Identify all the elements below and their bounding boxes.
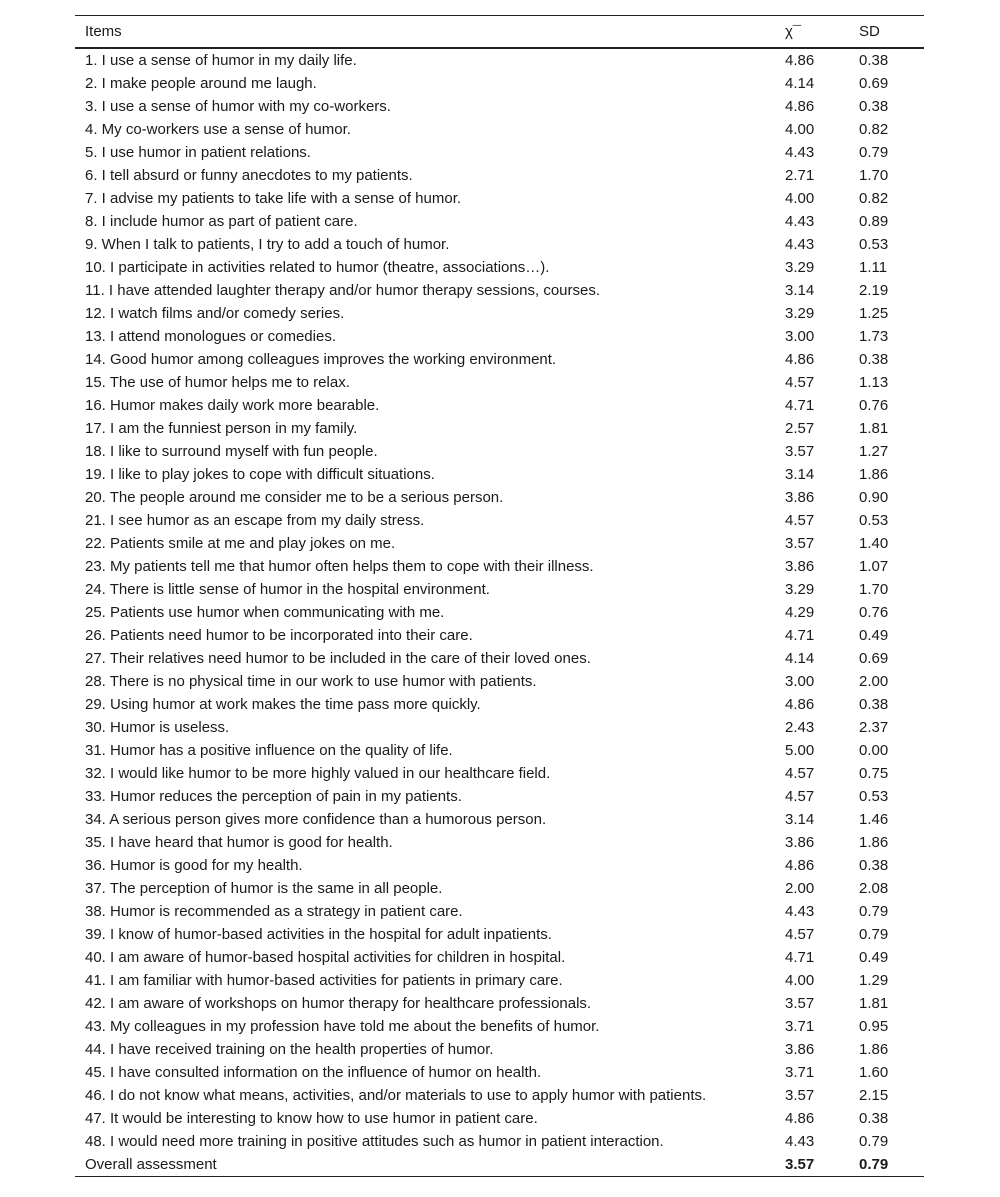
item-cell: 24. There is little sense of humor in the hospital environment. [85,581,490,598]
table-row [75,233,924,256]
sd-cell: 0.49 [859,627,889,644]
table-row [75,601,924,624]
sd-cell: 1.70 [859,167,889,184]
sd-cell: 2.19 [859,282,889,299]
overall-sd: 0.79 [859,1156,889,1173]
sd-cell: 0.53 [859,512,889,529]
mean-cell: 3.57 [785,1087,815,1104]
mean-cell: 4.86 [785,1110,815,1127]
table-row [75,716,924,739]
item-cell: 42. I am aware of workshops on humor therapy for healthcare professionals. [85,995,592,1012]
items-column-header: Items [85,23,122,40]
table-row [75,1084,924,1107]
mean-cell: 4.57 [785,926,815,943]
table-row [75,854,924,877]
mean-cell: 4.86 [785,52,815,69]
sd-cell: 0.38 [859,696,889,713]
sd-cell: 1.29 [859,972,889,989]
item-cell: 11. I have attended laughter therapy and/or humor therapy sessions, courses. [85,282,601,299]
sd-cell: 1.27 [859,443,889,460]
table-row [75,831,924,854]
item-cell: 41. I am familiar with humor-based activities for patients in primary care. [85,972,563,989]
item-cell: 9. When I talk to patients, I try to add a touch of humor. [85,236,450,253]
table-row [75,325,924,348]
table-row [75,509,924,532]
mean-cell: 3.57 [785,995,815,1012]
mean-cell: 4.86 [785,696,815,713]
table-row [75,394,924,417]
item-cell: 47. It would be interesting to know how to use humor in patient care. [85,1110,538,1127]
item-cell: 26. Patients need humor to be incorporated into their care. [85,627,473,644]
sd-cell: 0.76 [859,604,889,621]
item-cell: 27. Their relatives need humor to be included in the care of their loved ones. [85,650,591,667]
sd-cell: 1.60 [859,1064,889,1081]
item-cell: 34. A serious person gives more confidence than a humorous person. [85,811,547,828]
sd-cell: 0.82 [859,121,889,138]
item-cell: 1. I use a sense of humor in my daily life. [85,52,357,69]
mean-cell: 2.00 [785,880,815,897]
item-cell: 28. There is no physical time in our work to use humor with patients. [85,673,537,690]
table-row [75,164,924,187]
mean-cell: 2.71 [785,167,815,184]
item-cell: 23. My patients tell me that humor often helps them to cope with their illness. [85,558,594,575]
mean-cell: 2.43 [785,719,815,736]
mean-cell: 5.00 [785,742,815,759]
overall-assessment-row [75,1153,924,1177]
table-row [75,210,924,233]
mean-cell: 4.14 [785,75,815,92]
table-row [75,923,924,946]
sd-cell: 2.15 [859,1087,889,1104]
item-cell: 15. The use of humor helps me to relax. [85,374,350,391]
sd-cell: 1.25 [859,305,889,322]
sd-cell: 1.07 [859,558,889,575]
mean-cell: 4.86 [785,351,815,368]
sd-cell: 2.08 [859,880,889,897]
table-row [75,417,924,440]
item-cell: 13. I attend monologues or comedies. [85,328,336,345]
sd-cell: 1.73 [859,328,889,345]
sd-cell: 0.79 [859,926,889,943]
mean-cell: 3.57 [785,535,815,552]
item-cell: 6. I tell absurd or funny anecdotes to my patients. [85,167,413,184]
item-cell: 48. I would need more training in positive attitudes such as humor in patient interaction. [85,1133,664,1150]
mean-cell: 3.29 [785,305,815,322]
table-row [75,647,924,670]
item-cell: 5. I use humor in patient relations. [85,144,311,161]
item-cell: 46. I do not know what means, activities, and/or materials to use to apply humor with patients. [85,1087,707,1104]
table-row [75,486,924,509]
mean-cell: 3.71 [785,1018,815,1035]
item-cell: 30. Humor is useless. [85,719,230,736]
mean-cell: 3.14 [785,466,815,483]
mean-cell: 4.71 [785,397,815,414]
mean-cell: 4.57 [785,788,815,805]
sd-cell: 1.86 [859,1041,889,1058]
table-row [75,72,924,95]
sd-cell: 0.69 [859,75,889,92]
item-cell: 16. Humor makes daily work more bearable. [85,397,380,414]
item-cell: 39. I know of humor-based activities in the hospital for adult inpatients. [85,926,552,943]
overall-label: Overall assessment [85,1156,217,1173]
overall-mean: 3.57 [785,1156,815,1173]
item-cell: 8. I include humor as part of patient care. [85,213,358,230]
item-cell: 37. The perception of humor is the same in all people. [85,880,443,897]
sd-cell: 0.69 [859,650,889,667]
mean-cell: 4.57 [785,512,815,529]
humor-items-table [75,15,924,1177]
mean-cell: 4.57 [785,765,815,782]
sd-cell: 1.86 [859,834,889,851]
mean-cell: 4.86 [785,857,815,874]
sd-cell: 0.38 [859,52,889,69]
mean-column-header: χ¯ [785,23,802,40]
table-row [75,578,924,601]
table-row [75,808,924,831]
sd-cell: 0.49 [859,949,889,966]
sd-cell: 1.13 [859,374,889,391]
item-cell: 19. I like to play jokes to cope with difficult situations. [85,466,435,483]
item-cell: 4. My co-workers use a sense of humor. [85,121,351,138]
mean-cell: 3.71 [785,1064,815,1081]
table-row [75,1038,924,1061]
sd-cell: 0.89 [859,213,889,230]
table-row [75,302,924,325]
mean-cell: 4.43 [785,144,815,161]
sd-cell: 0.79 [859,903,889,920]
sd-cell: 0.38 [859,98,889,115]
item-cell: 21. I see humor as an escape from my daily stress. [85,512,425,529]
table-row [75,48,924,72]
item-cell: 45. I have consulted information on the influence of humor on health. [85,1064,542,1081]
table-header-row [75,16,924,49]
table-row [75,371,924,394]
sd-cell: 0.79 [859,1133,889,1150]
mean-cell: 3.14 [785,811,815,828]
item-cell: 2. I make people around me laugh. [85,75,317,92]
table-row [75,1061,924,1084]
item-cell: 20. The people around me consider me to be a serious person. [85,489,504,506]
sd-cell: 1.70 [859,581,889,598]
table-row [75,95,924,118]
sd-cell: 0.38 [859,1110,889,1127]
mean-cell: 4.57 [785,374,815,391]
item-cell: 31. Humor has a positive influence on the quality of life. [85,742,453,759]
table-row [75,900,924,923]
table-row [75,670,924,693]
table-row [75,555,924,578]
mean-cell: 4.29 [785,604,815,621]
table-row [75,946,924,969]
table-row [75,118,924,141]
mean-cell: 4.43 [785,213,815,230]
table-row [75,279,924,302]
table-row [75,785,924,808]
sd-cell: 0.53 [859,788,889,805]
mean-cell: 3.00 [785,328,815,345]
mean-cell: 3.29 [785,259,815,276]
mean-cell: 4.14 [785,650,815,667]
mean-cell: 2.57 [785,420,815,437]
sd-cell: 1.81 [859,995,889,1012]
sd-cell: 1.11 [859,259,888,276]
item-cell: 10. I participate in activities related to humor (theatre, associations…). [85,259,550,276]
table-row [75,693,924,716]
item-cell: 44. I have received training on the health properties of humor. [85,1041,494,1058]
table-row [75,1107,924,1130]
table-row [75,256,924,279]
sd-cell: 1.86 [859,466,889,483]
mean-cell: 4.00 [785,190,815,207]
mean-cell: 3.86 [785,1041,815,1058]
item-cell: 40. I am aware of humor-based hospital activities for children in hospital. [85,949,566,966]
sd-cell: 0.38 [859,351,889,368]
sd-column-header: SD [859,23,880,40]
mean-cell: 4.71 [785,627,815,644]
mean-cell: 3.00 [785,673,815,690]
sd-cell: 0.75 [859,765,889,782]
table-row [75,762,924,785]
table-row [75,992,924,1015]
mean-cell: 3.86 [785,834,815,851]
table-row [75,1130,924,1153]
mean-cell: 4.00 [785,121,815,138]
item-cell: 14. Good humor among colleagues improves the working environment. [85,351,557,368]
item-cell: 36. Humor is good for my health. [85,857,303,874]
item-cell: 25. Patients use humor when communicating with me. [85,604,445,621]
item-cell: 22. Patients smile at me and play jokes on me. [85,535,396,552]
item-cell: 18. I like to surround myself with fun people. [85,443,378,460]
sd-cell: 0.90 [859,489,889,506]
sd-cell: 0.82 [859,190,889,207]
sd-cell: 0.00 [859,742,889,759]
mean-cell: 4.43 [785,903,815,920]
sd-cell: 0.38 [859,857,889,874]
item-cell: 17. I am the funniest person in my family. [85,420,358,437]
item-cell: 7. I advise my patients to take life with a sense of humor. [85,190,462,207]
table-row [75,440,924,463]
mean-cell: 3.29 [785,581,815,598]
sd-cell: 0.76 [859,397,889,414]
sd-cell: 2.00 [859,673,889,690]
item-cell: 35. I have heard that humor is good for health. [85,834,393,851]
mean-cell: 3.57 [785,443,815,460]
table-row [75,877,924,900]
mean-cell: 4.43 [785,236,815,253]
table-row [75,1015,924,1038]
item-cell: 3. I use a sense of humor with my co-workers. [85,98,391,115]
table-row [75,348,924,371]
item-cell: 43. My colleagues in my profession have told me about the benefits of humor. [85,1018,600,1035]
mean-cell: 4.86 [785,98,815,115]
mean-cell: 4.43 [785,1133,815,1150]
table-body [75,48,924,1177]
table-row [75,463,924,486]
sd-cell: 0.95 [859,1018,889,1035]
sd-cell: 0.79 [859,144,889,161]
item-cell: 29. Using humor at work makes the time pass more quickly. [85,696,481,713]
sd-cell: 1.81 [859,420,889,437]
mean-cell: 4.71 [785,949,815,966]
item-cell: 38. Humor is recommended as a strategy in patient care. [85,903,463,920]
table-row [75,969,924,992]
sd-cell: 0.53 [859,236,889,253]
mean-cell: 3.86 [785,489,815,506]
sd-cell: 2.37 [859,719,889,736]
item-cell: 32. I would like humor to be more highly valued in our healthcare field. [85,765,551,782]
sd-cell: 1.46 [859,811,889,828]
table-row [75,187,924,210]
mean-cell: 3.86 [785,558,815,575]
table-row [75,739,924,762]
item-cell: 33. Humor reduces the perception of pain in my patients. [85,788,462,805]
mean-cell: 4.00 [785,972,815,989]
item-cell: 12. I watch films and/or comedy series. [85,305,345,322]
sd-cell: 1.40 [859,535,889,552]
table-row [75,624,924,647]
mean-cell: 3.14 [785,282,815,299]
table-row [75,141,924,164]
table-row [75,532,924,555]
